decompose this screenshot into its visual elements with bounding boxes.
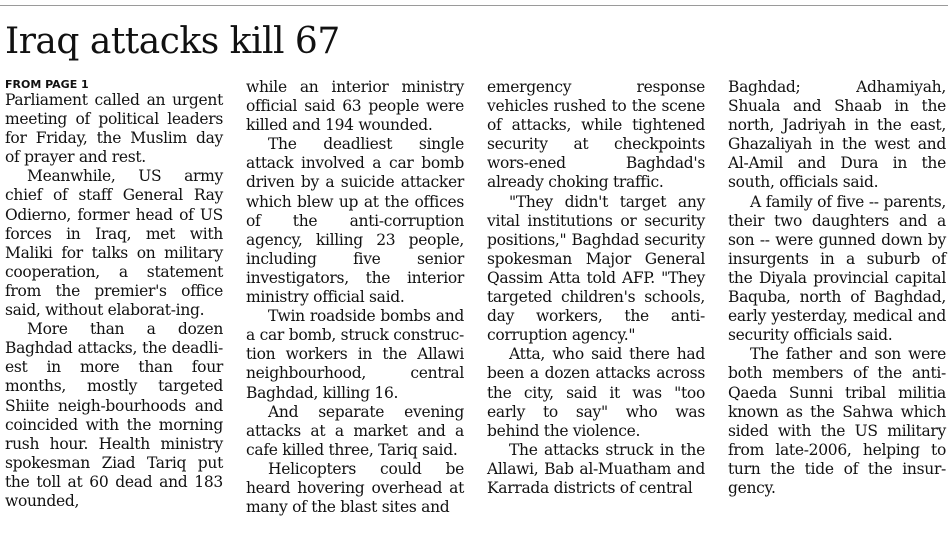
paragraph: while an interior ministry official said 63 people were killed and 194 wounded.	[246, 78, 464, 135]
paragraph: More than a dozen Baghdad attacks, the deadli-est in more than four months, mostly targeted Shiite neigh-bourhoods and coincided with the morning rush hour. Health ministry spokesman Ziad Tariq put the toll at 60 dead and 183 wounded,	[5, 320, 223, 510]
paragraph: The father and son were both members of the anti-Qaeda Sunni tribal militia known as the Sahwa which sided with the US military from late-2006, helping to turn the tide of the insur-gency.	[728, 345, 946, 497]
article-column-3	[487, 78, 705, 498]
article-column-2	[246, 78, 464, 517]
paragraph: And separate evening attacks at a market and a cafe killed three, Tariq said.	[246, 402, 464, 459]
paragraph: Twin roadside bombs and a car bomb, struck construc-tion workers in the Allawi neighbourhood, central Baghdad, killing 16.	[246, 307, 464, 402]
paragraph: emergency response vehicles rushed to the scene of attacks, while tightened security at checkpoints wors-ened Baghdad's already choking traffic.	[487, 78, 705, 192]
paragraph: Baghdad; Adhamiyah, Shuala and Shaab in the north, Jadriyah in the east, Ghazaliyah in the west and Al-Amil and Dura in the south, officials said.	[728, 78, 946, 192]
paragraph: "They didn't target any vital institutions or security positions," Baghdad security spokesman Major General Qassim Atta told AFP. "They targeted children's schools, day workers, the anti-corruption agency."	[487, 192, 705, 345]
headline: Iraq attacks kill 67	[5, 21, 340, 62]
paragraph: A family of five -- parents, their two daughters and a son -- were gunned down by insurgents in a suburb of the Diyala provincial capital Baquba, north of Baghdad, early yesterday, medical and security officials said.	[728, 192, 946, 345]
paragraph: Meanwhile, US army chief of staff General Ray Odierno, former head of US forces in Iraq, met with Maliki for talks on military cooperation, a statement from the premier's office said, without elaborat-ing.	[5, 167, 223, 320]
paragraph: Parliament called an urgent meeting of political leaders for Friday, the Muslim day of prayer and rest.	[5, 91, 223, 167]
paragraph: Helicopters could be heard hovering overhead at many of the blast sites and	[246, 459, 464, 517]
paragraph: Atta, who said there had been a dozen attacks across the city, said it was "too early to say" who was behind the violence.	[487, 345, 705, 440]
continued-from-kicker: FROM PAGE 1	[5, 78, 89, 91]
paragraph: The attacks struck in the Allawi, Bab al-Muatham and Karrada districts of central	[487, 440, 705, 497]
paragraph: The deadliest single attack involved a car bomb driven by a suicide attacker which blew up at the offices of the anti-corruption agency, killing 23 people, including five senior investigators, the interior ministry official said.	[246, 135, 464, 307]
top-rule	[0, 5, 948, 6]
article-column-4	[728, 78, 946, 498]
article-column-1	[5, 78, 223, 511]
